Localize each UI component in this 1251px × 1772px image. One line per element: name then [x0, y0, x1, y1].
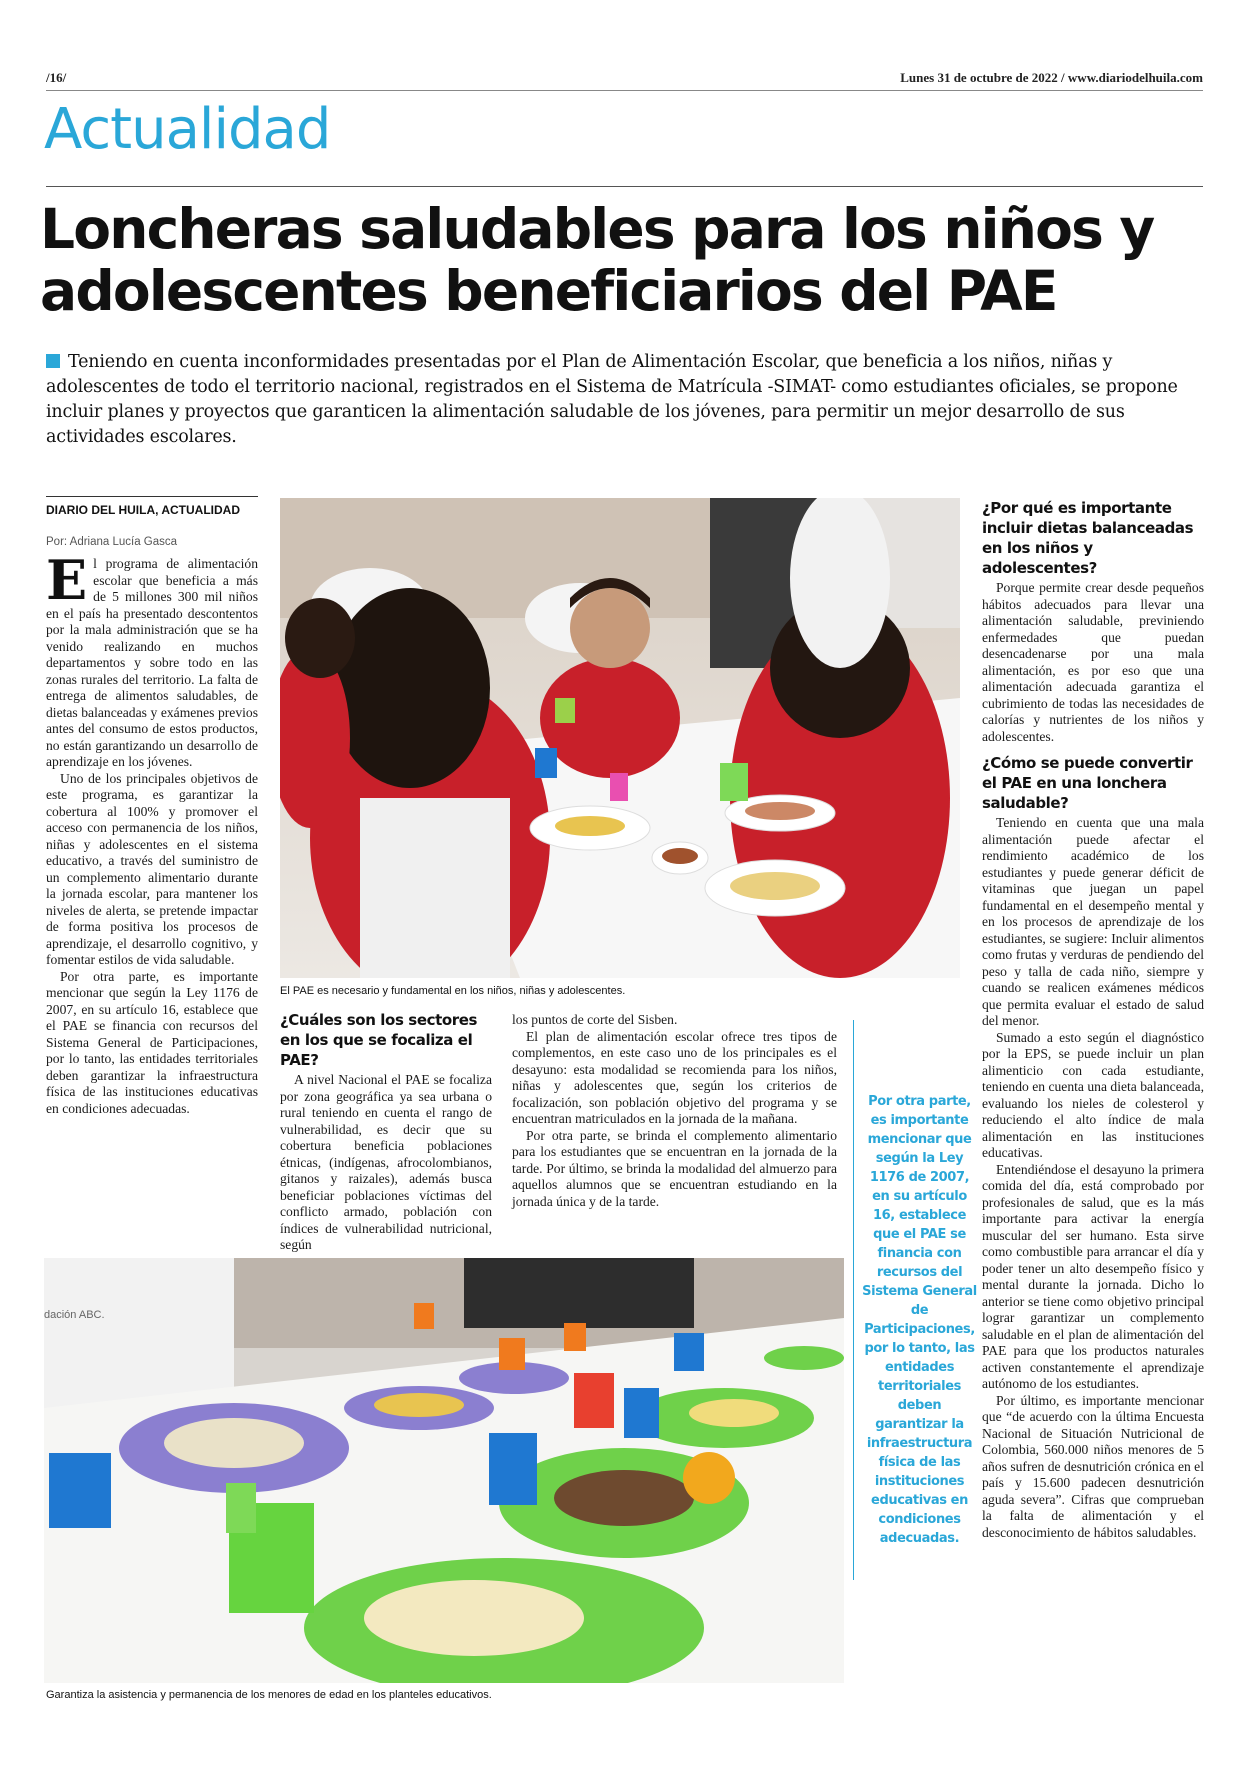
lead-text: Teniendo en cuenta inconformidades presentadas por el Plan de Alimentación Escolar, que beneficia a los niños, niñas y adolescentes de todo el territorio nacional, registrados en el Sistema de Matrícula -SIMAT- como estudiantes oficiales, se propone incluir planes y proyectos que garanticen la alimentación saludable de los jóvenes, para permitir un mejor desarrollo de sus actividades escolares.	[46, 352, 1178, 447]
paragraph: Entendiéndose el desayuno la primera comida del día, está comprobado por profesionales de salud, que es la más importante para activar la energía muscular del ser humano. Esta sirve como combustible para arrancar el día y poder tener un alto desempeño físico y mental durante la jornada. Dicho lo anterior se tiene como objetivo principal lograr garantizar un complemento saludable en el plan de alimentación del PAE para que los productos naturales activen constantemente el aprendizaje autónomo de los estudiantes.	[982, 1161, 1204, 1391]
photo-caption-2: Garantiza la asistencia y permanencia de los menores de edad en los planteles educativos.	[46, 1689, 492, 1701]
paragraph: Por otra parte, se brinda el complemento alimentario para los estudiantes que se encuentran en la jornada de la tarde. Por último, se brinda la modalidad del almuerzo para aquellos alumnos que se encuentran estudiando en la jornada única y de la tarde.	[512, 1127, 837, 1209]
lead-square-icon	[46, 354, 60, 368]
paragraph-text: l programa de alimentación escolar que beneficia a más de 5 millones 300 mil niños en el país ha presentado descontentos por la mala administración que se ha venido realizando en muchos departamentos y sobre todo en las zonas rurales del territorio. La falta de entrega de alimentos saludables, de dietas balanceadas y exámenes previos antes del consumo de estos productos, no están garantizando un desarrollo de aprendizaje en los jóvenes.	[46, 556, 258, 769]
students-eating-image	[280, 498, 960, 978]
pullquote-rule	[853, 1020, 854, 1580]
section-divider	[46, 186, 1203, 187]
banner-text: dación ABC.	[44, 1309, 105, 1321]
photo-students-eating	[280, 498, 960, 978]
paragraph: Teniendo en cuenta que una mala alimentación puede afectar el rendimiento académico de los estudiantes y puede generar déficit de vitaminas que juegan un papel fundamental en el desempeño mental y en los procesos de aprendizaje de los estudiantes, se sugiere: Incluir alimentos como frutas y verduras de pendiendo del peso y talla de cada niño, siempre y cuando se realicen exámenes médicos que permita evaluar el estado de salud del menor.	[982, 815, 1204, 1028]
paragraph: Porque permite crear desde pequeños hábitos adecuados para llevar una alimentación saludable, previniendo enfermedades que puedan desencadenarse por una mala alimentación, es por eso que una alimentación adecuada garantiza el cubrimiento de todas las necesidades de calorías y nutrientes de los niños y adolescentes.	[982, 580, 1204, 744]
paragraph: Por último, es importante mencionar que “de acuerdo con la última Encuesta Nacional de Situación Nutricional de Colombia, 560.000 niños menores de 5 años sufren de desnutrición crónica en el país y 15.600 padecen desnutrición aguda severa”. Cifras que comprueban la falta de alimentación y el desconocimiento de hábitos saludables.	[982, 1392, 1204, 1540]
photo-caption-1: El PAE es necesario y fundamental en los niños, niñas y adolescentes.	[280, 985, 626, 997]
column-1	[46, 548, 258, 1117]
byline: Por: Adriana Lucía Gasca	[46, 536, 178, 548]
column-4	[982, 498, 1204, 1541]
paragraph: Por otra parte, es importante mencionar que según la Ley 1176 de 2007, en su artículo 16, establece que el PAE se financia con recursos del Sistema General de Participaciones, por lo tanto, las entidades territoriales deben garantizar la infraestructura física de las instituciones educativas en condiciones adecuadas.	[46, 968, 258, 1116]
paragraph: Sumado a esto según el diagnóstico por la EPS, se puede incluir un plan alimenticio con cada estudiante, teniendo en cuenta una dieta balanceada, evaluando los nieles de colesterol y reduciendo el alto índice de mala alimentación en las instituciones educativas.	[982, 1029, 1204, 1160]
paragraph: El plan de alimentación escolar ofrece tres tipos de complementos, en este caso uno de los principales es el desayuno: esta modalidad se recomienda para los niños, niñas y adolescentes que, según los criterios de focalización, son población objetivo del programa y se encuentran matriculados en la jornada de la mañana.	[512, 1028, 837, 1126]
pullquote: Por otra parte, es importante mencionar que según la Ley 1176 de 2007, en su artículo 16, establece que el PAE se financia con recursos del Sistema General de Participaciones, por lo tanto, las entidades territoriales deben garantizar la infraestructura física de las instituciones educativas en condiciones adecuadas.	[862, 1094, 977, 1546]
subheading: ¿Cuáles son los sectores en los que se focaliza el PAE?	[280, 1011, 478, 1069]
subheading: ¿Cómo se puede convertir el PAE en una lonchera saludable?	[982, 754, 1193, 812]
credit: DIARIO DEL HUILA, ACTUALIDAD	[46, 503, 240, 517]
paragraph: Uno de los principales objetivos de este programa, es garantizar la cobertura al 100% y promover el acceso con permanencia de los niños, niñas y adolescentes en el sistema educativo, a través del suministro de un complemento alimentario durante la jornada escolar, para mantener los niveles de alerta, se pretende impactar de forma positiva los procesos de aprendizaje, el desarrollo cognitivo, y fomentar estilos de vida saludable.	[46, 770, 258, 967]
breakfast-table-image	[44, 1258, 844, 1683]
column-3	[512, 1012, 837, 1210]
date-and-site: Lunes 31 de octubre de 2022 / www.diariodelhuila.com	[900, 70, 1203, 85]
lead-paragraph	[46, 350, 1196, 450]
headline: Loncheras saludables para los niños y adolescentes beneficiarios del PAE	[40, 197, 1154, 323]
credit-divider	[46, 496, 258, 497]
paragraph	[46, 548, 258, 771]
column-2	[280, 1010, 492, 1254]
drop-cap: E	[46, 548, 88, 612]
subheading: ¿Por qué es importante incluir dietas balanceadas en los niños y adolescentes?	[982, 499, 1194, 577]
section-title: Actualidad	[44, 97, 331, 162]
paragraph: A nivel Nacional el PAE se focaliza por zona geográfica ya sea urbana o rural teniendo en cuenta el rango de vulnerabilidad, es decir que su cobertura beneficia poblaciones étnicas, (indígenas, afrocolombianos, gitanos y raizales), además busca beneficiar poblaciones víctimas del conflicto armado, población con índices de vulnerabilidad nutricional, según	[280, 1072, 492, 1252]
page-number: /16/	[46, 70, 67, 85]
paragraph: los puntos de corte del Sisben.	[512, 1012, 678, 1027]
photo-breakfast-table	[44, 1258, 844, 1683]
top-divider	[46, 90, 1203, 91]
